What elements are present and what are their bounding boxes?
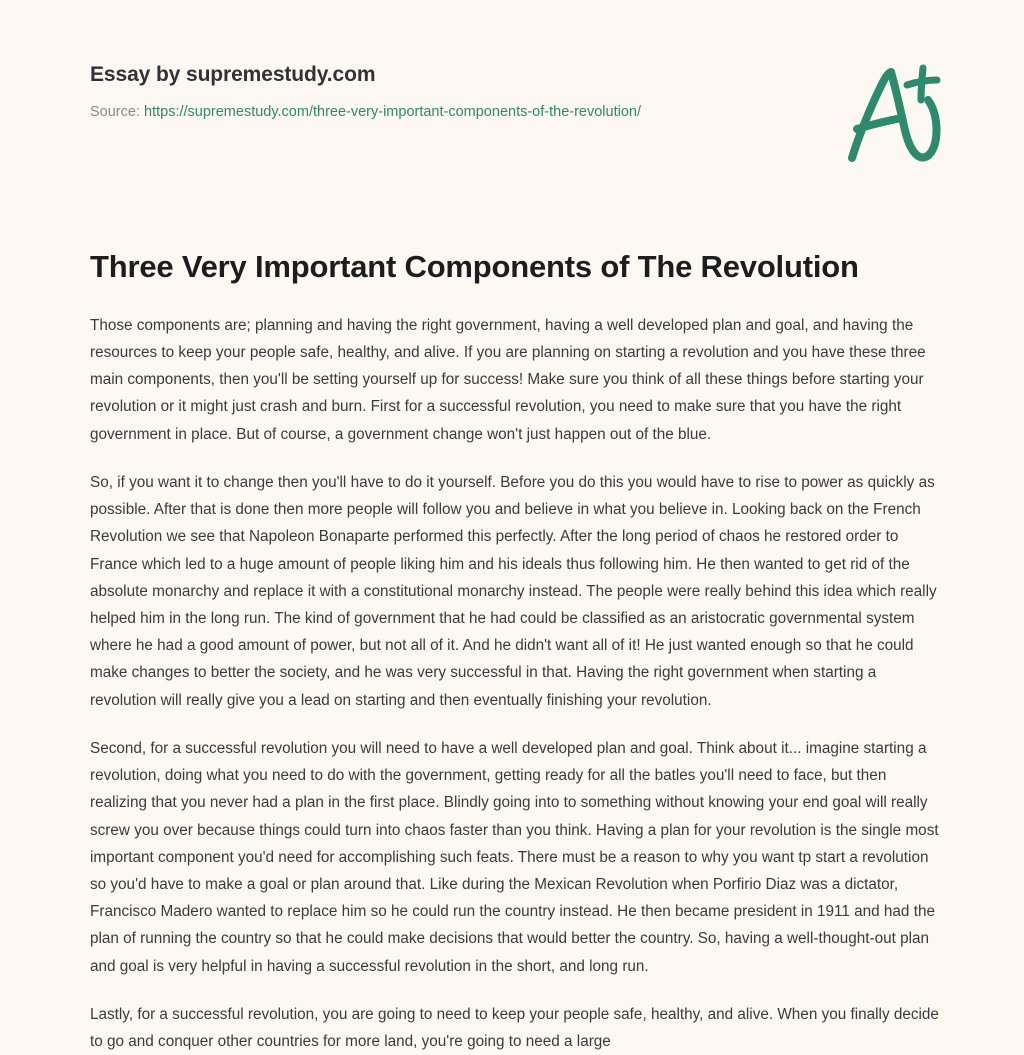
article-body [90,312,946,1055]
a-plus-logo [836,52,956,172]
header-text-block [90,62,790,122]
source-label: Source: [90,104,140,121]
article-paragraph: Second, for a successful revolution you will need to have a well developed plan and goal. Think about it... imagine starting a revolution, doing what you need to do with the government, getting ready for all the batles you'll need to face, but then realizing that you never had a plan in the first place. Blindly going into to something without knowing your end goal will really screw you over because things could turn into chaos faster than you think. Having a plan for your revolution is the single most important component you'd need for accomplishing such feats. There must be a reason to why you want tp start a revolution so you'd have to make a goal or plan around that. Like during the Mexican Revolution when Porfirio Diaz was a dictator, Francisco Madero wanted to replace him so he could run the country instead. He then became president in 1911 and had the plan of running the country so that he could make decisions that would better the country. So, having a well-thought-out plan and goal is very helpful in having a successful revolution in the short, and long run. [90,739,939,975]
source-line [90,103,790,122]
a-plus-logo-icon [836,52,956,172]
article-paragraph: So, if you want it to change then you'll have to do it yourself. Before you do this you would have to rise to power as quickly as possible. After that is done then more people will follow you and believe in what you believe in. Looking back on the French Revolution we see that Napoleon Bonaparte performed this perfectly. After the long period of chaos he restored order to France which led to a huge amount of people liking him and his ideals thus following him. He then wanted to get rid of the absolute monarchy and replace it with a constitutional monarchy instead. The people were really behind this idea which really helped him in the long run. The kind of government that he had could be classified as an aristocratic governmental system where he had a good amount of power, but not all of it. And he didn't want all of it! He just wanted enough so that he could make changes to better the society, and he was very successful in that. Having the right government when starting a revolution will really give you a lead on starting and then eventually finishing your revolution. [90,473,937,709]
source-url-link[interactable]: https://supremestudy.com/three-very-important-components-of-the-revolution/ [144,104,641,121]
article-paragraph: Those components are; planning and having the right government, having a well developed plan and goal, and having the resources to keep your people safe, healthy, and alive. If you are planning on starting a revolution and you have these three main components, then you'll be setting yourself up for success! Make sure you think of all these things before starting your revolution or it might just crash and burn. First for a successful revolution, you need to make sure that you have the right government in place. But of course, a government change won't just happen out of the blue. [90,316,926,443]
essay-byline: Essay by supremestudy.com [90,63,376,86]
article-paragraph: Lastly, for a successful revolution, you are going to need to keep your people safe, healthy, and alive. When you finally decide to go and conquer other countries for more land, you're going to need a large [90,1005,939,1051]
article [90,248,946,1055]
article-title: Three Very Important Components of The Revolution [90,249,859,284]
document-header [0,0,1024,190]
